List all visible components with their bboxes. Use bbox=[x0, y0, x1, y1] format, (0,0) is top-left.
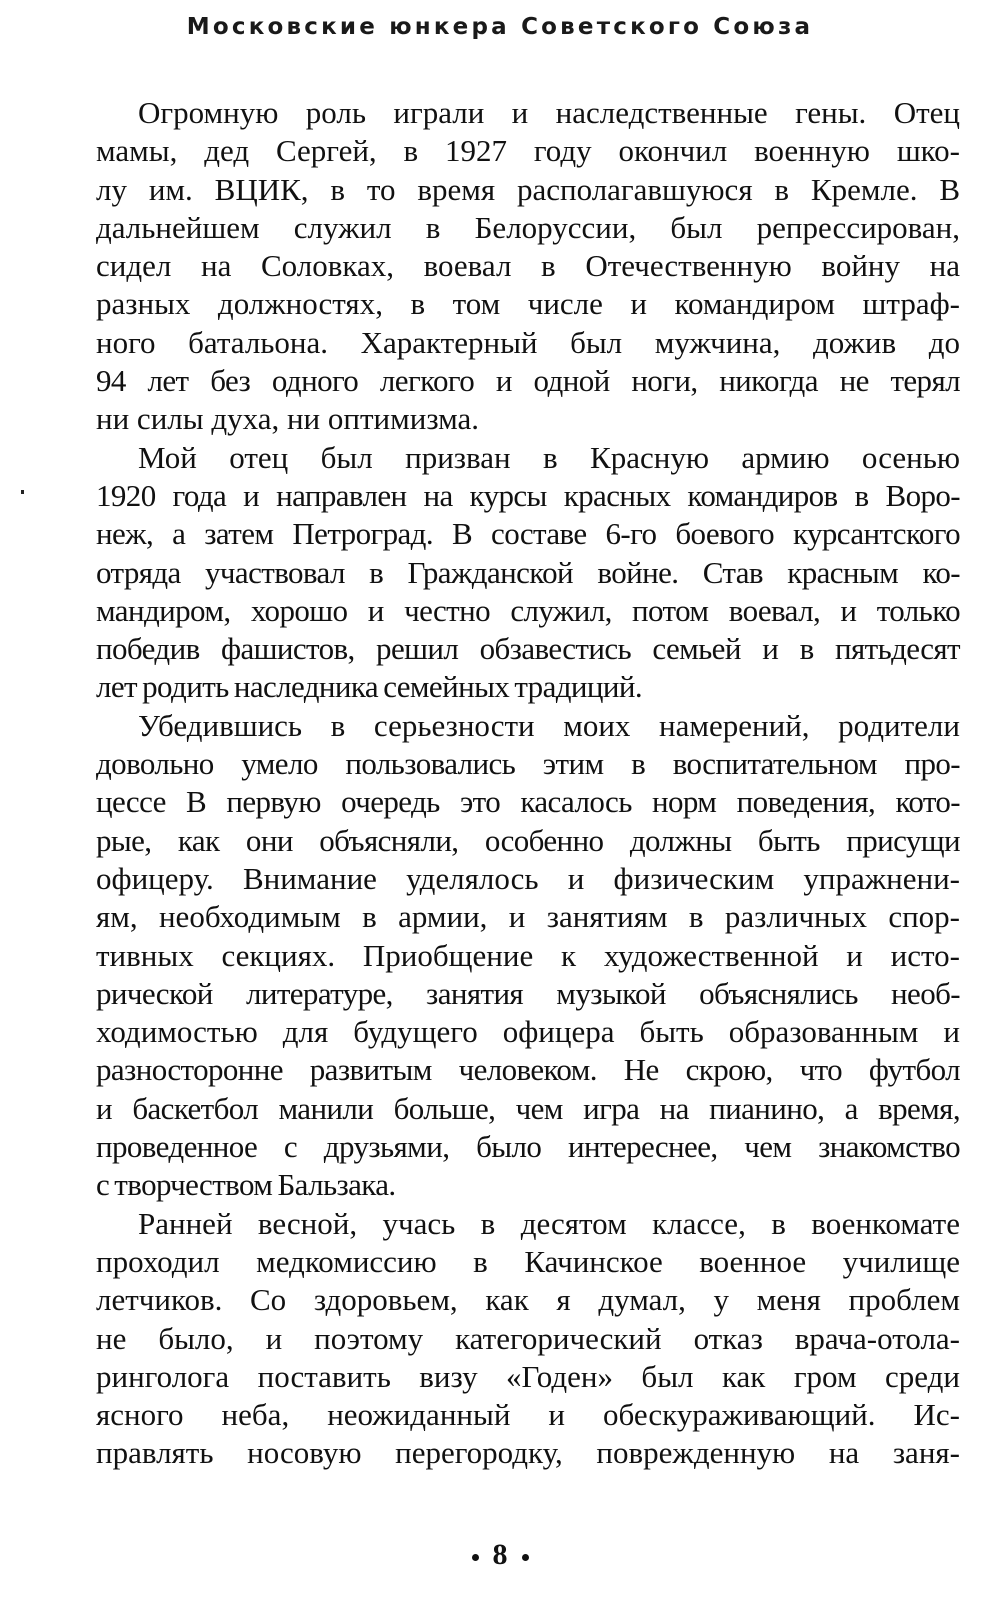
text-line: летчиков. Со здоровьем, как я думал, у меня проблем bbox=[96, 1282, 960, 1318]
bullet-icon bbox=[472, 1554, 479, 1561]
text-line: Убедившись в серьезности моих намерений, родители bbox=[138, 707, 960, 743]
page-number bbox=[0, 1538, 1000, 1572]
text-line: 94 лет без одного легкого и одной ноги, никогда не терял bbox=[96, 363, 960, 399]
text-line: офицеру. Внимание уделялось и физическим упражнени- bbox=[96, 860, 960, 896]
text-line: рые, как они объясняли, особенно должны быть присущи bbox=[96, 822, 960, 858]
text-line: и баскетбол манили больше, чем игра на пианино, а время, bbox=[96, 1090, 960, 1126]
text-line: ринголога поставить визу «Годен» был как гром среди bbox=[96, 1358, 960, 1394]
text-line: Огромную роль играли и наследственные гены. Отец bbox=[138, 95, 960, 130]
text-line: лу им. ВЦИК, в то время располагавшуюся в Кремле. В bbox=[96, 171, 960, 207]
page-number-value: 8 bbox=[492, 1538, 508, 1571]
text-line: дальнейшем служил в Белоруссии, был репрессирован, bbox=[96, 209, 960, 245]
text-line: ям, необходимым в армии, и занятиям в различных спор- bbox=[96, 899, 960, 935]
text-line: с творчеством Бальзака. bbox=[96, 1167, 396, 1203]
text-line: сидел на Соловках, воевал в Отечественную войну на bbox=[96, 248, 960, 284]
text-line: Ранней весной, учась в десятом классе, в военкомате bbox=[138, 1205, 960, 1241]
text-line: правлять носовую перегородку, поврежденную на заня- bbox=[96, 1435, 960, 1471]
bullet-icon bbox=[522, 1554, 529, 1561]
text-line: не было, и поэтому категорический отказ врача-отола- bbox=[96, 1320, 960, 1356]
text-line: ни силы духа, ни оптимизма. bbox=[96, 401, 480, 437]
text-line: неж, а затем Петроград. В составе 6-го боевого курсантского bbox=[96, 516, 960, 552]
text-line: 1920 года и направлен на курсы красных командиров в Воро- bbox=[96, 477, 960, 513]
body-text bbox=[96, 94, 960, 1473]
text-line: проходил медкомиссию в Качинское военное училище bbox=[96, 1243, 960, 1279]
running-head: Московские юнкера Советского Союза bbox=[186, 14, 814, 40]
text-line: рической литературе, занятия музыкой объяснялись необ- bbox=[96, 975, 960, 1011]
text-line: мамы, дед Сергей, в 1927 году окончил военную шко- bbox=[96, 133, 960, 169]
text-line: ходимостью для будущего офицера быть образованным и bbox=[96, 1014, 960, 1050]
text-line: ясного неба, неожиданный и обескураживающий. Ис- bbox=[96, 1397, 960, 1433]
text-line: тивных секциях. Приобщение к художественной и исто- bbox=[96, 937, 960, 973]
text-line: цессе В первую очередь это касалось норм поведения, кото- bbox=[96, 784, 960, 820]
text-line: отряда участвовал в Гражданской войне. Став красным ко- bbox=[96, 554, 960, 590]
text-line: довольно умело пользовались этим в воспитательном про- bbox=[96, 746, 960, 782]
text-line: Мой отец был призван в Красную армию осенью bbox=[138, 439, 960, 475]
text-line: разносторонне развитым человеком. Не скрою, что футбол bbox=[96, 1052, 960, 1088]
text-line: победив фашистов, решил обзавестись семьей и в пятьдесят bbox=[96, 631, 960, 667]
text-line: мандиром, хорошо и честно служил, потом воевал, и только bbox=[96, 592, 960, 628]
text-line: проведенное с друзьями, было интереснее, чем знакомство bbox=[96, 1129, 960, 1165]
text-line: разных должностях, в том числе и командиром штраф- bbox=[96, 286, 960, 322]
text-line: лет родить наследника семейных традиций. bbox=[96, 669, 643, 705]
text-line: ного батальона. Характерный был мужчина, дожив до bbox=[96, 324, 960, 360]
scan-artifact bbox=[21, 490, 24, 494]
